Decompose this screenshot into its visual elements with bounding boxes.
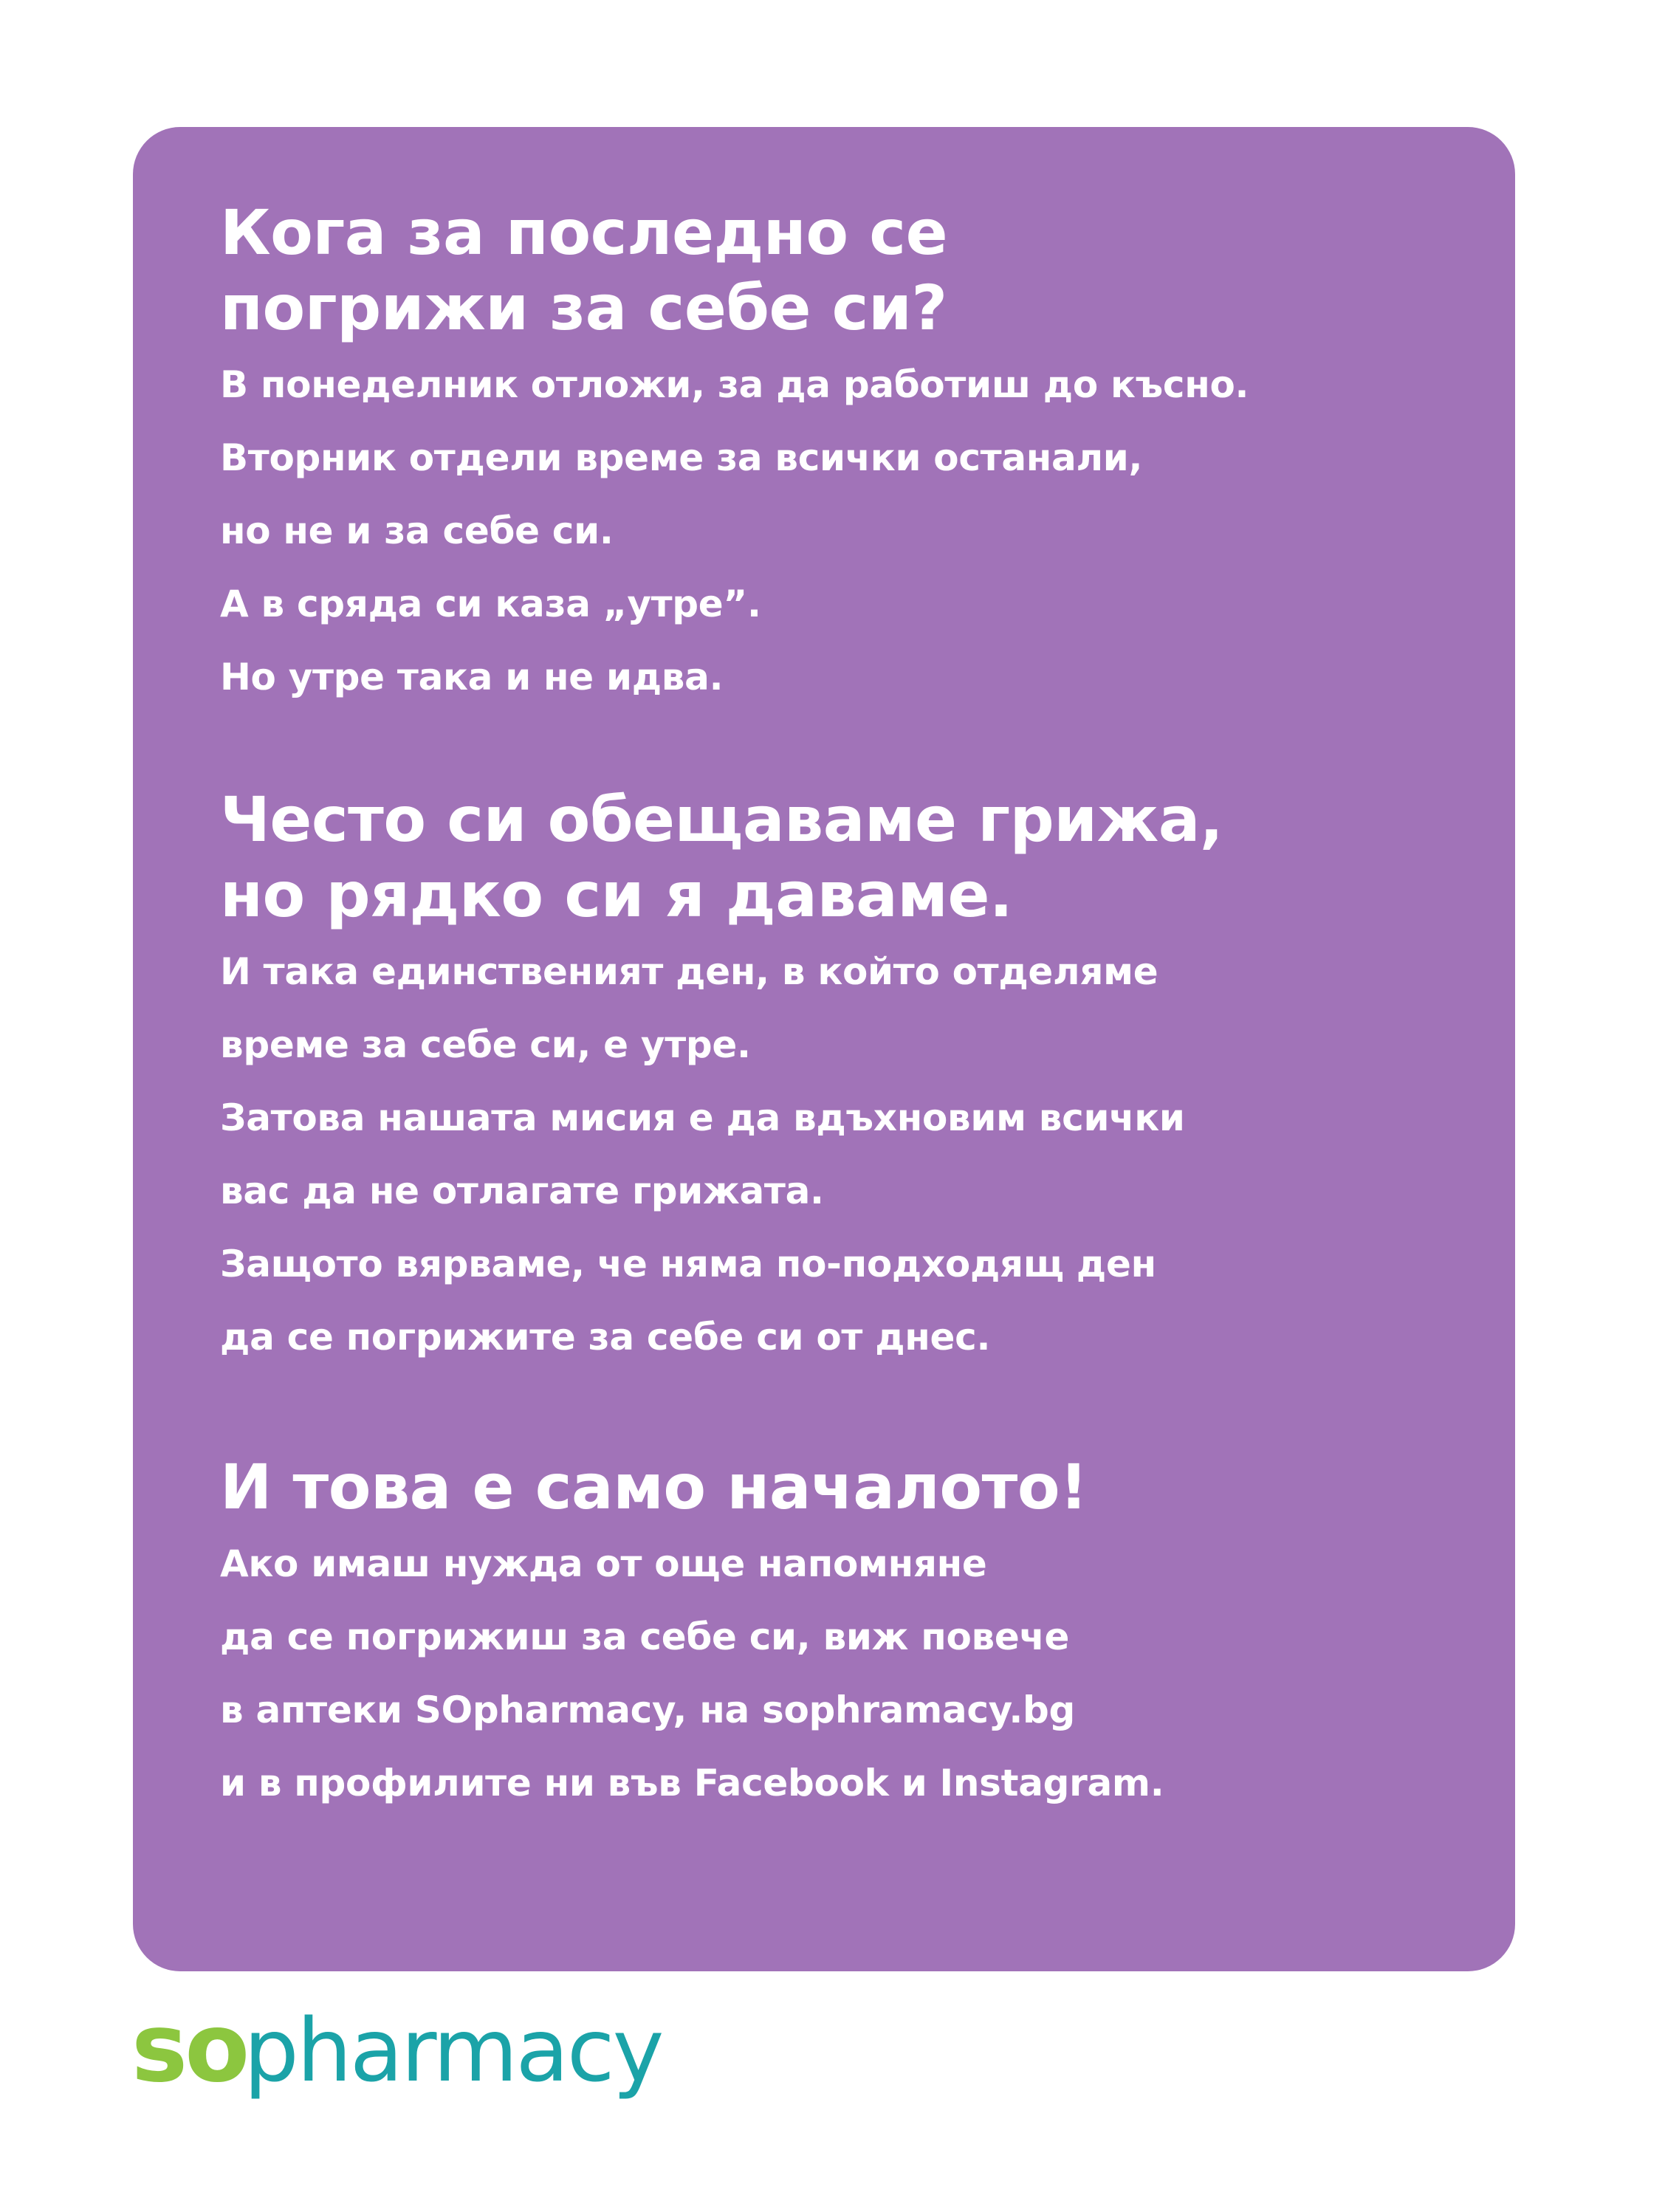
body-line: време за себе си, е утре. bbox=[220, 1023, 751, 1066]
heading-line: Кога за последно се bbox=[220, 196, 948, 269]
section-last-time bbox=[220, 195, 1471, 714]
section-promise-care bbox=[220, 782, 1471, 1374]
logo-pharmacy-text: pharmacy bbox=[244, 2002, 662, 2101]
body-line: Ако имаш нужда от още напомняне bbox=[220, 1542, 987, 1585]
body-line: А в сряда си каза „утре”. bbox=[220, 583, 761, 625]
logo-so-text: so bbox=[131, 2002, 247, 2103]
body-line: и в профилите ни във Facebook и Instagram. bbox=[220, 1762, 1164, 1804]
body-line: но не и за себе си. bbox=[220, 509, 614, 552]
body-line: да се погрижите за себе си от днес. bbox=[220, 1316, 991, 1359]
sopharmacy-logo bbox=[131, 2002, 722, 2106]
body-line: вас да не отлагате грижата. bbox=[220, 1169, 824, 1212]
body-line: да се погрижиш за себе си, виж повече bbox=[220, 1615, 1070, 1658]
section-body bbox=[220, 348, 1471, 714]
section-heading bbox=[220, 782, 1471, 932]
body-line: в аптеки SOpharmacy, на sophramacy.bg bbox=[220, 1689, 1076, 1731]
body-line: Вторник отдели време за всички останали, bbox=[220, 436, 1143, 479]
body-line: Затова нашата мисия е да вдъхновим всички bbox=[220, 1096, 1185, 1139]
section-heading bbox=[220, 195, 1471, 346]
section-body bbox=[220, 1528, 1471, 1820]
body-line: И така единственият ден, в който отделяме bbox=[220, 950, 1158, 993]
heading-line: И това е само началото! bbox=[220, 1451, 1088, 1523]
message-card bbox=[133, 127, 1515, 1971]
section-heading bbox=[220, 1449, 1471, 1525]
heading-line: погрижи за себе си? bbox=[220, 272, 947, 344]
body-line: Защото вярваме, че няма по-подходящ ден bbox=[220, 1243, 1156, 1285]
section-just-beginning bbox=[220, 1449, 1471, 1820]
body-line: Но утре така и не идва. bbox=[220, 656, 724, 698]
section-body bbox=[220, 935, 1471, 1374]
heading-line: но рядко си я даваме. bbox=[220, 859, 1013, 931]
heading-line: Често си обещаваме грижа, bbox=[220, 783, 1223, 856]
body-line: В понеделник отложи, за да работиш до късно. bbox=[220, 363, 1249, 406]
